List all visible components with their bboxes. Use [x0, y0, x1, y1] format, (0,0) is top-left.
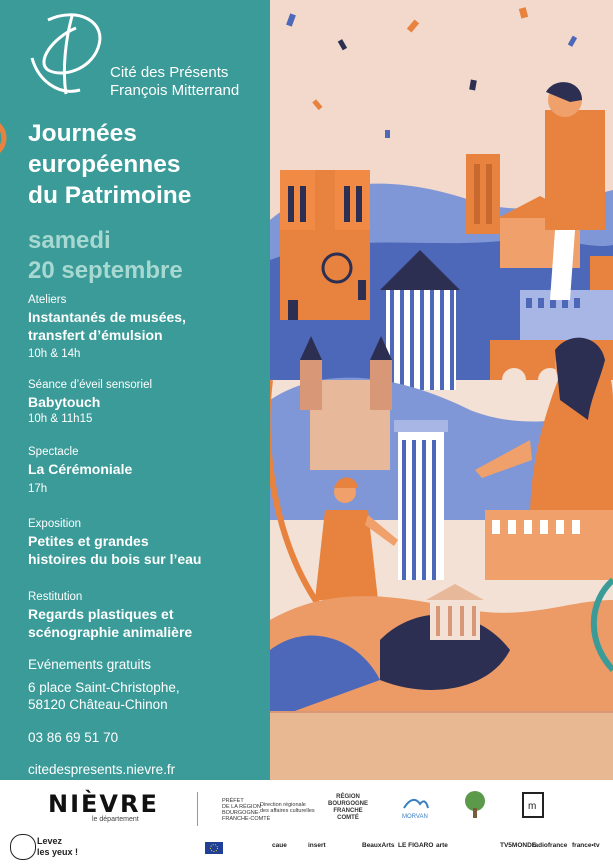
drac-logo: Direction régionale des affaires culturelles	[260, 802, 315, 814]
page-title: Journées européennes du Patrimoine	[28, 120, 192, 209]
svg-text:m: m	[528, 801, 537, 812]
address-line1: 6 place Saint-Christophe,	[28, 680, 180, 695]
partner-logo: insert	[308, 842, 326, 849]
region-logo: RÉGION BOURGOGNE FRANCHE COMTÉ	[328, 794, 369, 821]
heritage-illustration	[270, 0, 613, 780]
partner-logo: arte	[436, 842, 448, 849]
eye-icon	[10, 834, 36, 860]
morvan-logo: MORVAN	[402, 814, 428, 820]
event-item: Séance d’éveil sensoriel Babytouch 10h & 11h15	[28, 379, 153, 425]
partner-logo: TV5MONDE	[500, 842, 537, 849]
event-item: Exposition Petites et grandes histoires du bois sur l’eau	[28, 518, 202, 567]
phone-number: 03 86 69 51 70	[28, 730, 119, 745]
decorative-arc	[0, 118, 10, 158]
prefet-logo: PRÉFET DE LA RÉGION BOURGOGNE- FRANCHE-COMTÉ	[222, 798, 271, 822]
left-panel	[0, 0, 270, 780]
event-date: samedi 20 septembre	[28, 227, 183, 284]
event-item: Ateliers Instantanés de musées, transfert d’émulsion 10h & 14h	[28, 294, 186, 360]
illustration	[270, 0, 613, 780]
partner-logo: BeauxArts	[362, 842, 395, 849]
website-link[interactable]: citedespresents.nievre.fr	[28, 762, 176, 777]
event-item: Restitution Regards plastiques et scénographie animalière	[28, 591, 193, 640]
institution-subname: François Mitterrand	[110, 82, 240, 99]
footer-divider	[197, 792, 198, 826]
partner-logo: LE FIGARO	[398, 842, 434, 849]
free-events: Evénements gratuits	[28, 657, 152, 672]
nievre-logo: NIÈVRE le département	[48, 790, 159, 823]
cite-logo	[18, 8, 118, 98]
partner-logo: radiofrance	[532, 842, 568, 849]
address-line2: 58120 Château-Chinon	[28, 697, 168, 712]
museum-icon	[522, 792, 544, 818]
levez-les-yeux-logo: Levez les yeux !	[10, 834, 100, 862]
tree-icon	[460, 790, 490, 820]
event-item: Spectacle La Cérémoniale 17h	[28, 446, 133, 495]
partner-logo: caue	[272, 842, 287, 849]
partner-logo: france•tv	[572, 842, 600, 849]
institution-name: Cité des Présents	[110, 64, 229, 81]
eu-flag-icon	[205, 842, 223, 856]
morvan-icon	[402, 792, 430, 812]
